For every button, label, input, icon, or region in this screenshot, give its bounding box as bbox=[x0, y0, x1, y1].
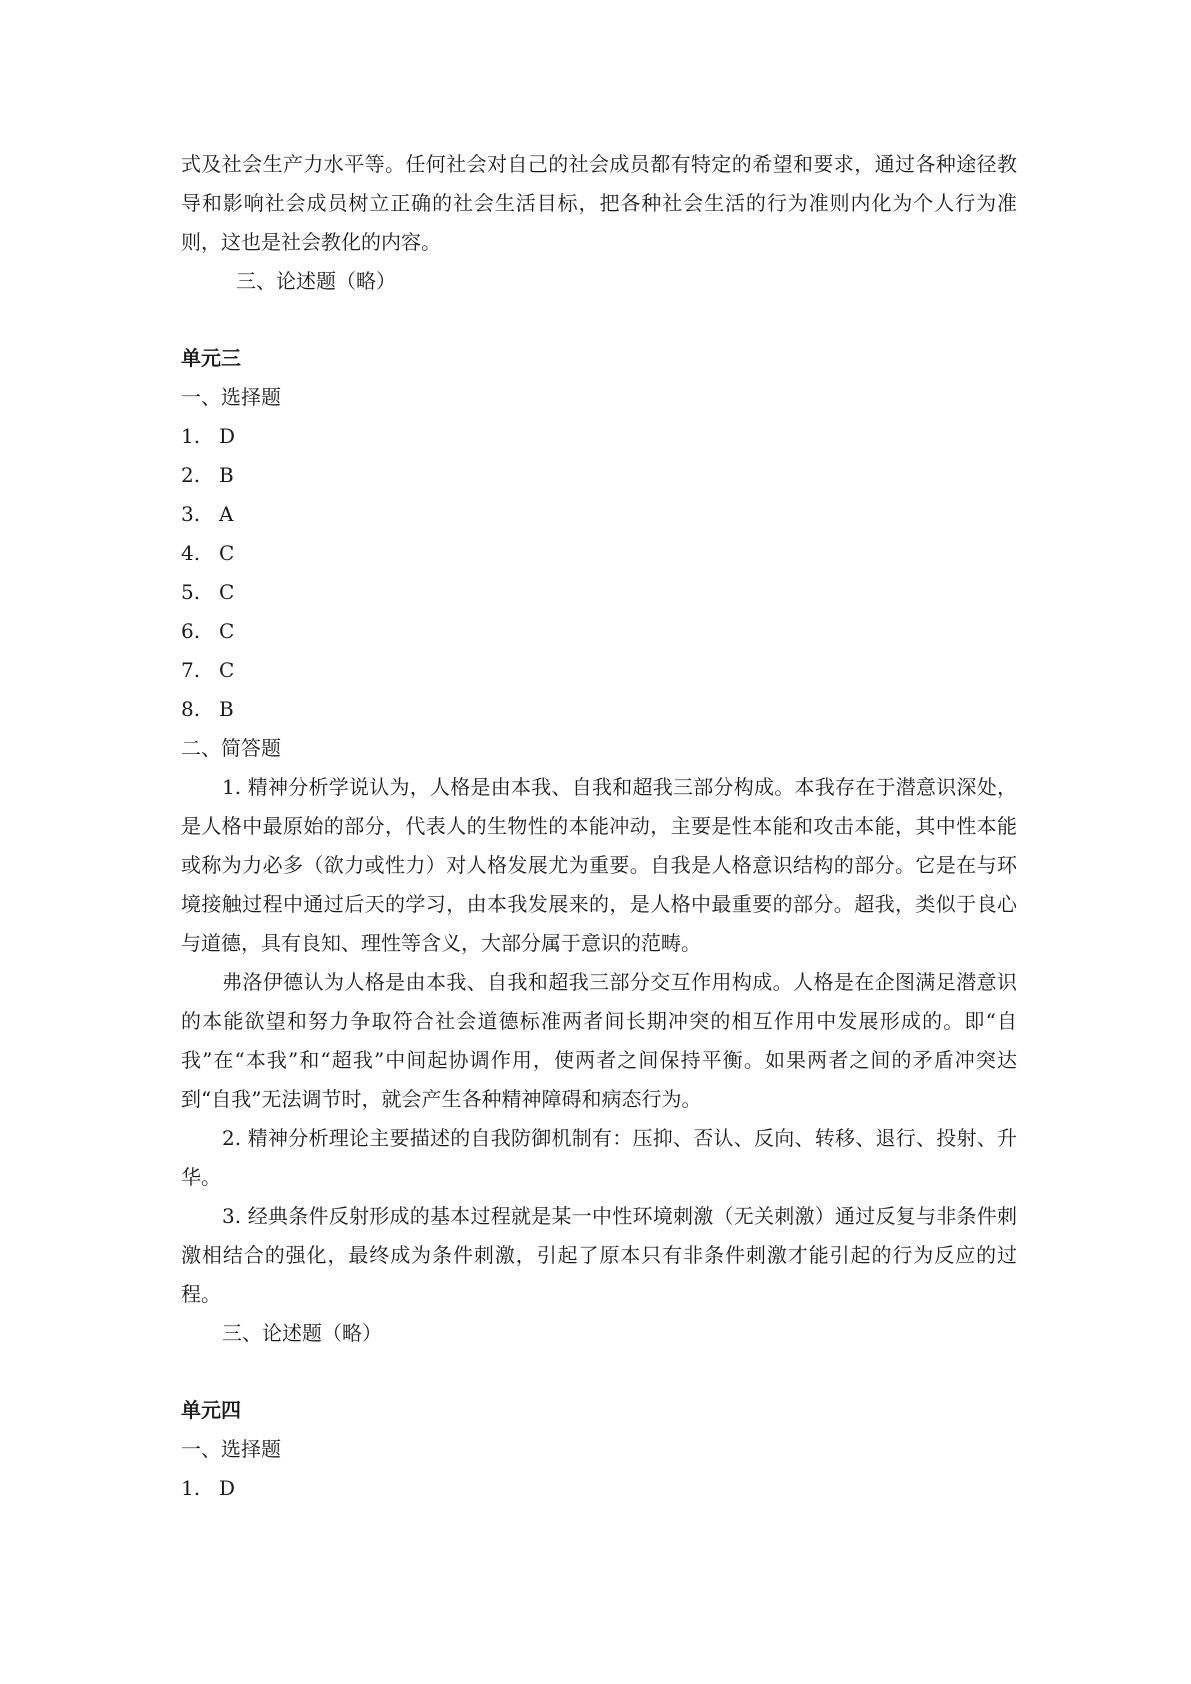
answer-number: 1. bbox=[181, 1476, 201, 1500]
answer-item bbox=[181, 690, 1017, 729]
essay-note: 三、论述题（略） bbox=[222, 1321, 382, 1345]
answer-value: C bbox=[219, 619, 235, 643]
unit-three-title: 单元三 bbox=[181, 346, 241, 370]
answer-value: C bbox=[219, 541, 235, 565]
answer-number: 4. bbox=[181, 541, 201, 565]
unit-four-title: 单元四 bbox=[181, 1398, 241, 1422]
essay-note: 三、论述题（略） bbox=[236, 269, 396, 293]
section-gap bbox=[181, 301, 1017, 339]
answer-item bbox=[181, 417, 1017, 456]
answer-value: B bbox=[219, 697, 234, 721]
answer-item bbox=[181, 573, 1017, 612]
answer-value: C bbox=[219, 658, 235, 682]
answer-number: 7. bbox=[181, 658, 201, 682]
answer-value: A bbox=[219, 502, 234, 526]
answer-value: D bbox=[219, 1476, 236, 1500]
answer-item bbox=[181, 651, 1017, 690]
answer-value: C bbox=[219, 580, 235, 604]
short-answer-paragraph: 弗洛伊德认为人格是由本我、自我和超我三部分交互作用构成。人格是在企图满足潜意识的本能欲望和努力争取符合社会道德标准两者间长期冲突的相互作用中发展形成的。即“自我”在“本我”和“超我”中间起协调作用，使两者之间保持平衡。如果两者之间的矛盾冲突达到“自我”无法调节时，就会产生各种精神障碍和病态行为。 bbox=[181, 970, 1017, 1111]
short-answer-paragraph: 1. 精神分析学说认为，人格是由本我、自我和超我三部分构成。本我存在于潜意识深处，是人格中最原始的部分，代表人的生物性的本能冲动，主要是性本能和攻击本能，其中性本能或称为力必多（欲力或性力）对人格发展尤为重要。自我是人格意识结构的部分。它是在与环境接触过程中通过后天的学习，由本我发展来的，是人格中最重要的部分。超我，类似于良心与道德，具有良知、理性等含义，大部分属于意识的范畴。 bbox=[181, 775, 1017, 955]
section-gap bbox=[181, 1353, 1017, 1391]
short-answer-paragraph: 2. 精神分析理论主要描述的自我防御机制有：压抑、否认、反向、转移、退行、投射、升华。 bbox=[181, 1126, 1017, 1189]
answer-item bbox=[181, 612, 1017, 651]
page-content bbox=[181, 145, 1017, 1508]
answer-number: 1. bbox=[181, 424, 201, 448]
intro-paragraph: 式及社会生产力水平等。任何社会对自己的社会成员都有特定的希望和要求，通过各种途径教导和影响社会成员树立正确的社会生活目标，把各种社会生活的行为准则内化为个人行为准则，这也是社会教化的内容。 bbox=[181, 152, 1017, 254]
answer-number: 8. bbox=[181, 697, 201, 721]
choice-heading: 一、选择题 bbox=[181, 1437, 281, 1461]
answer-item bbox=[181, 1469, 1017, 1508]
answer-number: 5. bbox=[181, 580, 201, 604]
answer-value: D bbox=[219, 424, 236, 448]
short-answer-heading: 二、简答题 bbox=[181, 736, 281, 760]
answer-number: 6. bbox=[181, 619, 201, 643]
answer-item bbox=[181, 456, 1017, 495]
short-answer-paragraph: 3. 经典条件反射形成的基本过程就是某一中性环境刺激（无关刺激）通过反复与非条件刺激相结合的强化，最终成为条件刺激，引起了原本只有非条件刺激才能引起的行为反应的过程。 bbox=[181, 1204, 1017, 1306]
answer-value: B bbox=[219, 463, 234, 487]
answer-number: 2. bbox=[181, 463, 201, 487]
answer-number: 3. bbox=[181, 502, 201, 526]
answer-item bbox=[181, 534, 1017, 573]
choice-heading: 一、选择题 bbox=[181, 385, 281, 409]
answer-item bbox=[181, 495, 1017, 534]
